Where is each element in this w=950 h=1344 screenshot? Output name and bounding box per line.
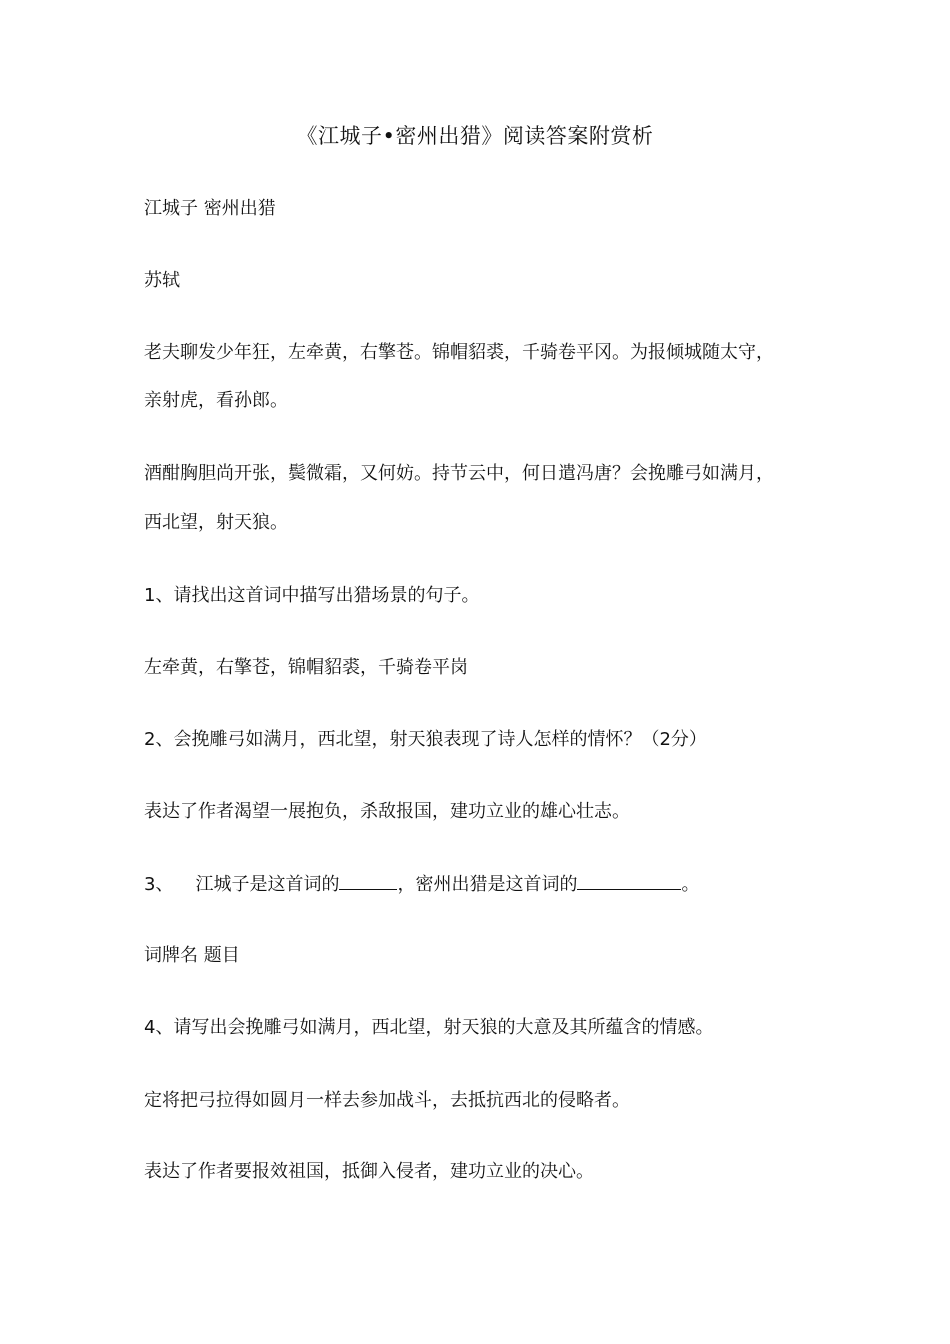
poem-line: 亲射虎，看孙郎。 xyxy=(144,390,288,411)
question-3-end: 。 xyxy=(681,874,700,895)
answer-4-line-2: 表达了作者要报效祖国，抵御入侵者，建功立业的决心。 xyxy=(144,1161,594,1182)
question-2: 2、会挽雕弓如满月，西北望，射天狼表现了诗人怎样的情怀？（2分） xyxy=(144,729,707,750)
question-3 xyxy=(144,869,824,900)
answer-3: 词牌名 题目 xyxy=(144,945,240,966)
fill-blank-1 xyxy=(339,869,397,890)
question-3-text-1: 江城子是这首词的 xyxy=(195,874,340,895)
question-1: 1、请找出这首词中描写出猎场景的句子。 xyxy=(144,585,480,606)
poem-author: 苏轼 xyxy=(144,270,180,291)
answer-2: 表达了作者渴望一展抱负，杀敌报国，建功立业的雄心壮志。 xyxy=(144,801,630,822)
question-4: 4、请写出会挽雕弓如满月，西北望，射天狼的大意及其所蕴含的情感。 xyxy=(144,1017,714,1038)
poem-line: 酒酣胸胆尚开张，鬓微霜，又何妨。持节云中，何日遣冯唐？会挽雕弓如满月， xyxy=(144,463,774,484)
fill-blank-2 xyxy=(577,869,681,890)
poem-line: 西北望，射天狼。 xyxy=(144,512,288,533)
poem-title: 江城子 密州出猎 xyxy=(144,198,276,219)
answer-1: 左牵黄，右擎苍，锦帽貂裘，千骑卷平岗 xyxy=(144,657,468,678)
answer-4-line-1: 定将把弓拉得如圆月一样去参加战斗，去抵抗西北的侵略者。 xyxy=(144,1090,630,1111)
question-3-text-2: ，密州出猎是这首词的 xyxy=(397,874,578,895)
document-title: 《江城子•密州出猎》阅读答案附赏析 xyxy=(296,124,654,148)
question-3-number: 3、 xyxy=(144,874,174,895)
poem-line: 老夫聊发少年狂，左牵黄，右擎苍。锦帽貂裘，千骑卷平冈。为报倾城随太守， xyxy=(144,342,774,363)
